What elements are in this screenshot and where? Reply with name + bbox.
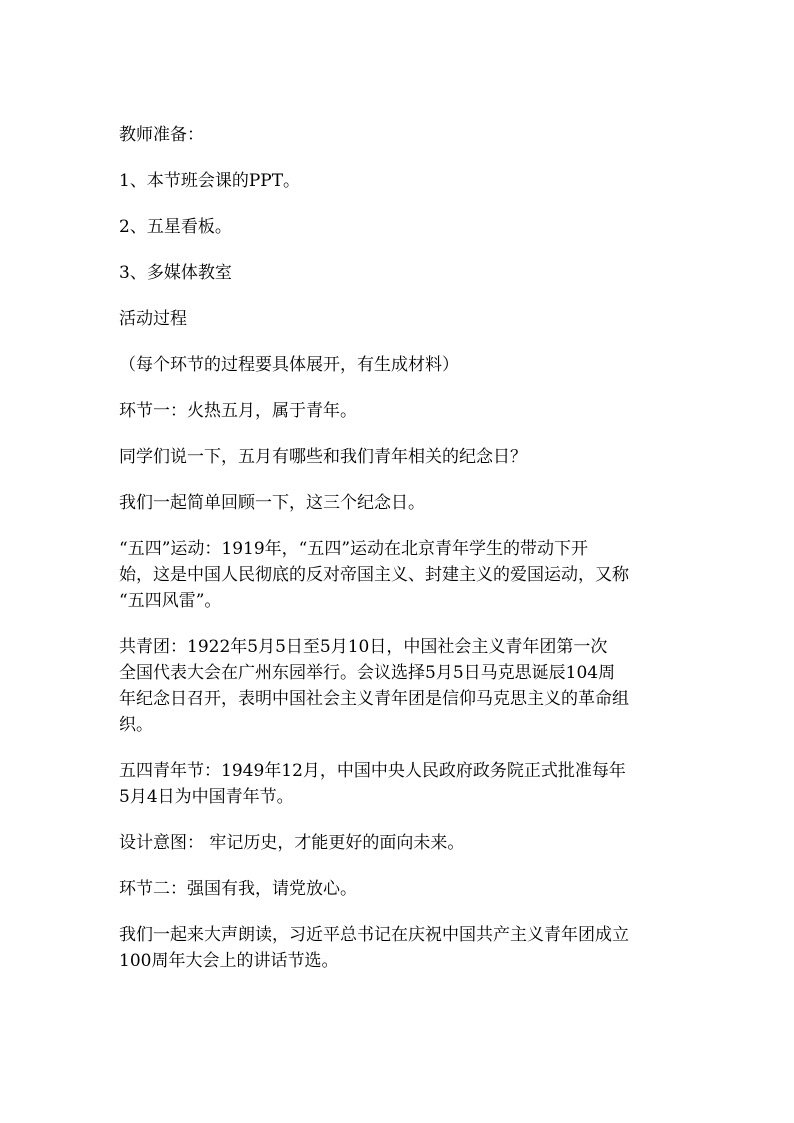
- list-item: 2、五星看板。: [119, 217, 232, 237]
- paragraph: 同学们说一下，五月有哪些和我们青年相关的纪念日？: [119, 447, 527, 467]
- document-body: [119, 122, 679, 994]
- paragraph-youth-league: 共青团：1922年5月5日至5月10日，中国社会主义青年团第一次 全国代表大会在广州东园举行。会议选择5月5日马克思诞辰104周 年纪念日召开，表明中国社会主义青年团是信仰马克思主义的革命组 织。: [119, 637, 629, 735]
- paragraph: 我们一起来大声朗读，习近平总书记在庆祝中国共产主义青年团成立 100周年大会上的讲话节选。: [119, 925, 629, 971]
- section-heading-activity-process: 活动过程: [119, 309, 187, 329]
- list-item: 3、多媒体教室: [119, 263, 232, 283]
- section-heading-step-one: 环节一：火热五月，属于青年。: [119, 401, 357, 421]
- paragraph-note: （每个环节的过程要具体展开，有生成材料）: [119, 355, 459, 375]
- section-heading-step-two: 环节二：强国有我，请党放心。: [119, 879, 357, 899]
- section-heading-teacher-prep: 教师准备：: [119, 125, 204, 145]
- list-item: 1、本节班会课的PPT。: [119, 171, 301, 191]
- paragraph-design-intent: 设计意图： 牢记历史，才能更好的面向未来。: [119, 833, 465, 853]
- paragraph-youth-day: 五四青年节：1949年12月，中国中央人民政府政务院正式批准每年 5月4日为中国青年节。: [119, 761, 626, 807]
- paragraph: 我们一起简单回顾一下，这三个纪念日。: [119, 493, 425, 513]
- paragraph-may-fourth-movement: “五四”运动：1919年，“五四”运动在北京青年学生的带动下开 始，这是中国人民彻底的反对帝国主义、封建主义的爱国运动，又称 “五四风雷”。: [119, 539, 629, 611]
